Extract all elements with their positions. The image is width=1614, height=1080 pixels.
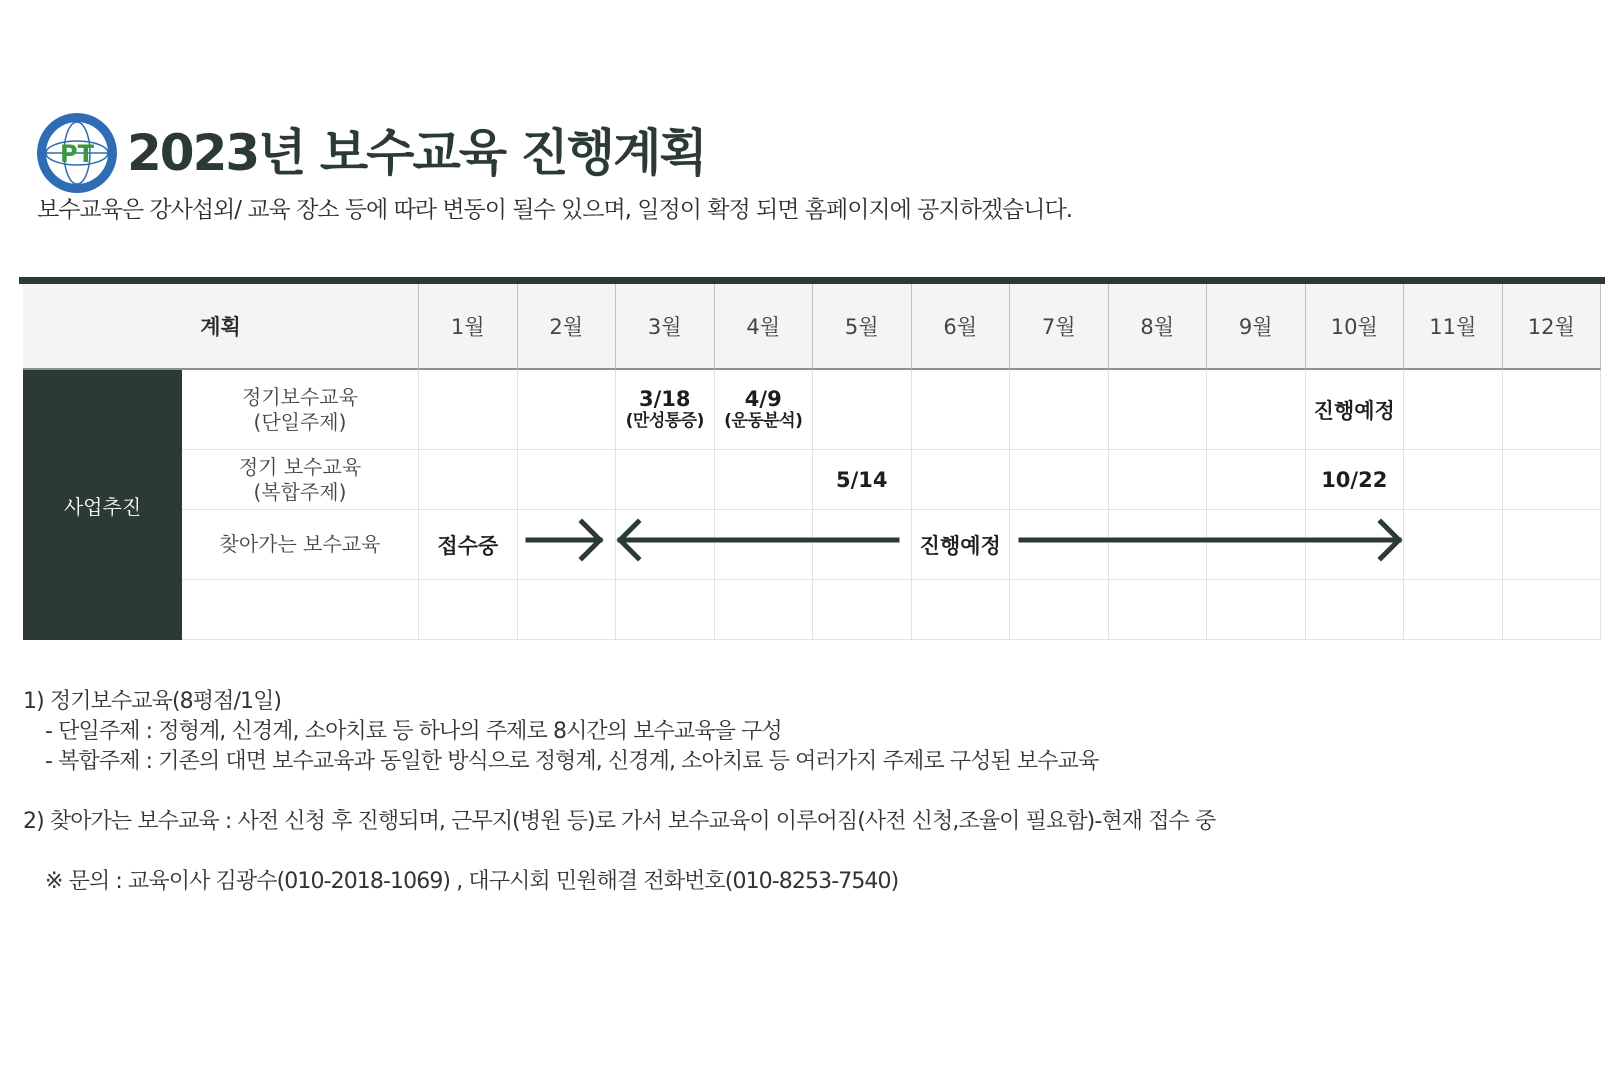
note-2: 2) 찾아가는 보수교육 : 사전 신청 후 진행되며, 근무지(병원 등)로 가서 보수교육이 이루어짐(사전 신청,조율이 필요함)-현재 접수 중	[23, 809, 1216, 834]
table-cell	[1306, 580, 1405, 640]
table-cell	[912, 370, 1011, 450]
table-cell	[912, 580, 1011, 640]
month-header-2: 2월	[518, 284, 617, 370]
table-cell	[1306, 510, 1405, 580]
table-cell	[1207, 510, 1306, 580]
sector-label: 사업추진	[23, 370, 182, 640]
logo-initials: PT	[60, 140, 94, 168]
table-cell	[1404, 370, 1503, 450]
table-top-bar	[19, 277, 1605, 284]
table-cell	[419, 580, 518, 640]
table-cell	[419, 450, 518, 510]
page-subtitle: 보수교육은 강사섭외/ 교육 장소 등에 따라 변동이 될수 있으며, 일정이 확정 되면 홈페이지에 공지하겠습니다.	[37, 197, 1073, 223]
kpta-logo	[36, 112, 118, 194]
entry-single-oct: 진행예정	[1306, 370, 1405, 450]
row-label-line: 정기보수교육	[242, 384, 358, 409]
row-label-sub: (복합주제)	[253, 479, 347, 504]
row-label-combined	[182, 450, 419, 510]
table-cell	[1207, 370, 1306, 450]
table-cell	[616, 580, 715, 640]
page-title: 2023년 보수교육 진행계획	[127, 124, 706, 182]
table-cell	[1109, 580, 1208, 640]
table-cell	[1207, 580, 1306, 640]
table-cell	[1010, 370, 1109, 450]
entry-combined-may: 5/14	[813, 450, 912, 510]
schedule-table	[23, 284, 1601, 640]
table-cell	[1207, 450, 1306, 510]
table-cell	[1503, 580, 1602, 640]
entry-date: 4/9	[744, 386, 782, 411]
entry-date: 3/18	[638, 386, 691, 411]
entry-visiting-jun: 진행예정	[912, 510, 1011, 580]
table-cell	[1010, 450, 1109, 510]
month-header-4: 4월	[715, 284, 814, 370]
table-cell	[715, 510, 814, 580]
month-header-5: 5월	[813, 284, 912, 370]
entry-single-mar	[616, 370, 715, 450]
table-cell	[1109, 370, 1208, 450]
month-header-1: 1월	[419, 284, 518, 370]
month-header-8: 8월	[1109, 284, 1208, 370]
notes-section	[23, 687, 1215, 897]
row-label-line: 정기 보수교육	[238, 454, 362, 479]
contact-info: ※ 문의 : 교육이사 김광수(010-2018-1069) , 대구시회 민원해결 전화번호(010-8253-7540)	[45, 869, 899, 894]
month-header-10: 10월	[1306, 284, 1405, 370]
table-cell	[1503, 370, 1602, 450]
entry-visiting-jan: 접수중	[419, 510, 518, 580]
table-cell	[1503, 450, 1602, 510]
table-cell	[518, 450, 617, 510]
table-cell	[1010, 580, 1109, 640]
table-cell	[1109, 510, 1208, 580]
note-1-combined: - 복합주제 : 기존의 대면 보수교육과 동일한 방식으로 정형계, 신경계, 소아치료 등 여러가지 주제로 구성된 보수교육	[45, 749, 1099, 774]
table-cell	[518, 370, 617, 450]
table-cell	[1010, 510, 1109, 580]
month-header-9: 9월	[1207, 284, 1306, 370]
table-cell	[813, 370, 912, 450]
table-cell	[616, 510, 715, 580]
table-cell	[813, 510, 912, 580]
month-header-3: 3월	[616, 284, 715, 370]
table-cell	[1404, 450, 1503, 510]
entry-topic: (만성통증)	[625, 410, 704, 431]
row-label-sub: (단일주제)	[253, 409, 347, 434]
table-cell	[419, 370, 518, 450]
month-header-6: 6월	[912, 284, 1011, 370]
note-1-single: - 단일주제 : 정형계, 신경계, 소아치료 등 하나의 주제로 8시간의 보수교육을 구성	[45, 719, 782, 744]
table-cell	[518, 580, 617, 640]
table-cell	[518, 510, 617, 580]
table-cell	[1404, 510, 1503, 580]
entry-combined-oct: 10/22	[1306, 450, 1405, 510]
table-cell	[912, 450, 1011, 510]
table-cell	[1109, 450, 1208, 510]
table-cell	[616, 450, 715, 510]
month-header-11: 11월	[1404, 284, 1503, 370]
note-1-title: 1) 정기보수교육(8평점/1일)	[23, 689, 282, 714]
month-header-12: 12월	[1503, 284, 1602, 370]
month-header-7: 7월	[1010, 284, 1109, 370]
table-cell	[715, 580, 814, 640]
table-cell	[1404, 580, 1503, 640]
table-cell	[813, 580, 912, 640]
row-label-visiting: 찾아가는 보수교육	[182, 510, 419, 580]
table-cell	[1503, 510, 1602, 580]
row-label-single	[182, 370, 419, 450]
plan-header: 계획	[23, 284, 419, 370]
table-cell	[715, 450, 814, 510]
entry-topic: (운동분석)	[724, 410, 803, 431]
table-cell	[182, 580, 419, 640]
entry-single-apr	[715, 370, 814, 450]
